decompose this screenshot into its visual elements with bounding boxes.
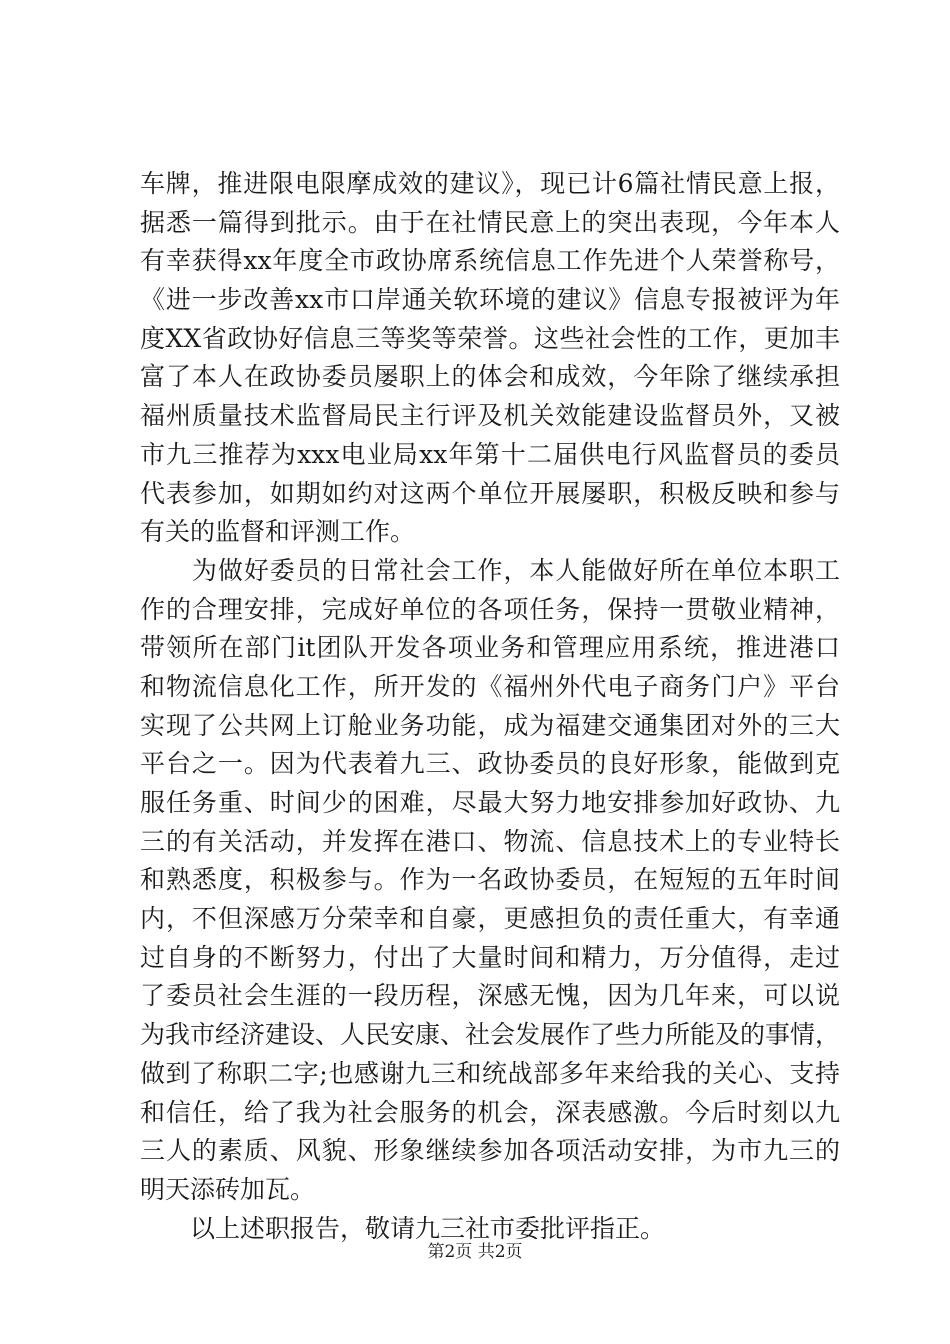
text-line: 内，不但深感万分荣幸和自豪，更感担负的责任重大，有幸通 <box>140 904 840 934</box>
text-line: 三的有关活动，并发挥在港口、物流、信息技术上的专业特长 <box>140 826 840 856</box>
text-line: 和物流信息化工作，所开发的《福州外代电子商务门户》平台 <box>140 671 840 701</box>
text-line: 代表参加，如期如约对这两个单位开展屡职，积极反映和参与 <box>140 478 840 508</box>
text-line: 福州质量技术监督局民主行评及机关效能建设监督员外，又被 <box>140 401 840 431</box>
text-line: 据悉一篇得到批示。由于在社情民意上的突出表现，今年本人 <box>140 207 840 237</box>
text-line: 有关的监督和评测工作。 <box>140 517 416 547</box>
document-body <box>140 165 840 1248</box>
text-line: 《进一步改善xx市口岸通关软环境的建议》信息专报被评为年 <box>140 285 840 315</box>
text-line: 平台之一。因为代表着九三、政协委员的良好形象，能做到克 <box>140 749 840 779</box>
text-line: 为做好委员的日常社会工作，本人能做好所在单位本职工 <box>140 555 840 585</box>
text-line: 度XX省政协好信息三等奖等荣誉。这些社会性的工作，更加丰 <box>140 323 840 353</box>
text-line: 市九三推荐为xxx电业局xx年第十二届供电行风监督员的委员 <box>140 439 840 469</box>
text-line: 有幸获得xx年度全市政协席系统信息工作先进个人荣誉称号， <box>140 246 840 276</box>
text-line: 服任务重、时间少的困难，尽最大努力地安排参加好政协、九 <box>140 788 840 817</box>
text-line: 为我市经济建设、人民安康、社会发展作了些力所能及的事情， <box>140 1020 841 1050</box>
page-number-footer: 第2页 共2页 <box>427 1242 523 1262</box>
text-line: 了委员社会生涯的一段历程，深感无愧，因为几年来，可以说 <box>140 981 840 1011</box>
text-line: 带领所在部门it团队开发各项业务和管理应用系统，推进港口 <box>140 633 840 663</box>
text-line: 以上述职报告，敬请九三社市委批评指正。 <box>140 1213 666 1243</box>
text-line: 三人的素质、风貌、形象继续参加各项活动安排，为市九三的 <box>140 1136 840 1166</box>
text-line: 作的合理安排，完成好单位的各项任务，保持一贯敬业精神， <box>140 594 840 624</box>
text-line: 富了本人在政协委员屡职上的体会和成效，今年除了继续承担 <box>140 362 840 392</box>
text-line: 实现了公共网上订舱业务功能，成为福建交通集团对外的三大 <box>140 710 840 740</box>
text-line: 和熟悉度，积极参与。作为一名政协委员，在短短的五年时间 <box>140 865 840 895</box>
text-line: 车牌，推进限电限摩成效的建议》，现已计6篇社情民意上报， <box>140 169 840 198</box>
text-line: 和信任，给了我为社会服务的机会，深表感激。今后时刻以九 <box>140 1097 840 1127</box>
text-line: 明天添砖加瓦。 <box>140 1174 316 1204</box>
text-line: 过自身的不断努力，付出了大量时间和精力，万分值得，走过 <box>140 942 840 972</box>
text-line: 做到了称职二字;也感谢九三和统战部多年来给我的关心、支持 <box>140 1058 840 1088</box>
